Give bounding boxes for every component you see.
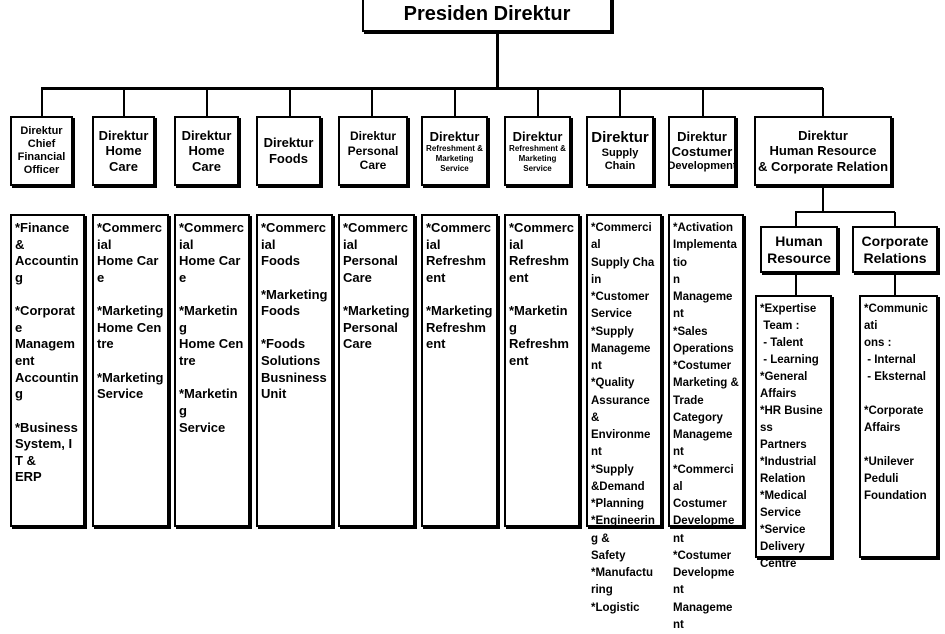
director-box-costumer-development bbox=[668, 116, 736, 186]
responsibility-list-corporate-relations: *Communicati ons : - Internal - Eksternal *Corporate Affairs *Unilever Peduli Foundation bbox=[859, 295, 938, 558]
sub-unit-title-corporate-relations: Corporate Relations bbox=[861, 232, 929, 266]
responsibility-list-home-care-1: *Commercial Home Care *Marketing Home Centre *Marketing Service bbox=[92, 214, 169, 527]
drop-line-cfo bbox=[41, 88, 43, 116]
sub-unit-box-corporate-relations bbox=[852, 226, 938, 273]
director-box-hr-corporate bbox=[754, 116, 892, 186]
director-title-cfo: Direktur Chief Financial Officer bbox=[17, 124, 66, 177]
responsibility-list-refreshment-1: *Commercial Refreshment *Marketing Refreshment bbox=[421, 214, 498, 527]
responsibility-list-refreshment-2: *Commercial Refreshment *Marketing Refreshment bbox=[504, 214, 580, 527]
drop-line-human-resource bbox=[795, 212, 797, 226]
hr-connector-down bbox=[822, 186, 824, 212]
director-box-supply-chain bbox=[586, 116, 654, 186]
drop-line-home-care-2 bbox=[206, 88, 208, 116]
director-title-refreshment-2: Direktur bbox=[512, 128, 563, 144]
responsibility-list-supply-chain: *Commercial Supply Chain *Customer Service *Supply Management *Quality Assurance & Environment *Supply &Demand *Planning *Engineering & Safety *Manufacturing *Logistic bbox=[586, 214, 662, 527]
director-subtitle-costumer-development: Development bbox=[667, 160, 737, 172]
director-box-cfo bbox=[10, 116, 73, 186]
responsibility-list-human-resource: *Expertise Team : - Talent - Learning *General Affairs *HR Business Partners *Industrial Relation *Medical Service *Service Delivery Centre bbox=[755, 295, 832, 558]
drop-line-supply-chain bbox=[619, 88, 621, 116]
director-title-costumer-development: Direktur Costumer bbox=[671, 128, 733, 160]
director-subtitle-refreshment-1: Refreshment & Marketing Service bbox=[426, 144, 483, 173]
director-title-supply-chain: Direktur bbox=[591, 128, 649, 146]
drop-line-personal-care bbox=[371, 88, 373, 116]
director-box-refreshment-1 bbox=[421, 116, 488, 186]
director-box-personal-care bbox=[338, 116, 408, 186]
responsibility-list-foods: *Commercial Foods *Marketing Foods *Foods Solutions Busniness Unit bbox=[256, 214, 333, 527]
drop-line-corporate-relations bbox=[894, 212, 896, 226]
drop-line-refreshment-1 bbox=[454, 88, 456, 116]
director-subtitle-supply-chain: Supply Chain bbox=[601, 146, 639, 172]
responsibility-list-costumer-development: *Activation Implementatio n Management *Sales Operations *Costumer Marketing & Trade Category Management *Commercial Costumer Development *Costumer Development Management bbox=[668, 214, 744, 527]
drop-line-home-care-1 bbox=[123, 88, 125, 116]
drop-line-foods bbox=[289, 88, 291, 116]
director-box-home-care-2 bbox=[174, 116, 239, 186]
director-box-home-care-1 bbox=[92, 116, 155, 186]
responsibility-list-home-care-2: *Commercial Home Care *Marketing Home Centre *Marketing Service bbox=[174, 214, 250, 527]
responsibility-list-personal-care: *Commercial Personal Care *Marketing Personal Care bbox=[338, 214, 415, 527]
presiden-direktur-title: Presiden Direktur bbox=[403, 3, 571, 25]
director-subtitle-refreshment-2: Refreshment & Marketing Service bbox=[509, 144, 566, 173]
hr-sub-horizontal-line bbox=[795, 211, 895, 213]
director-title-home-care-1: Direktur Home Care bbox=[98, 127, 149, 174]
drop-line-hr-corporate bbox=[822, 88, 824, 116]
director-box-foods bbox=[256, 116, 321, 186]
director-title-refreshment-1: Direktur bbox=[429, 128, 480, 144]
director-title-home-care-2: Direktur Home Care bbox=[181, 127, 232, 174]
director-title-hr-corporate: Direktur Human Resource & Corporate Relation bbox=[758, 127, 889, 174]
director-box-refreshment-2 bbox=[504, 116, 571, 186]
director-title-foods: Direktur Foods bbox=[263, 135, 314, 166]
main-horizontal-line bbox=[41, 87, 823, 90]
drop-line-costumer-development bbox=[702, 88, 704, 116]
top-connector-line bbox=[496, 32, 499, 88]
sub-unit-title-human-resource: Human Resource bbox=[767, 232, 831, 266]
link-line-human-resource bbox=[795, 273, 797, 295]
drop-line-refreshment-2 bbox=[537, 88, 539, 116]
link-line-corporate-relations bbox=[894, 273, 896, 295]
director-title-personal-care: Direktur Personal Care bbox=[347, 129, 399, 173]
presiden-direktur-box bbox=[362, 0, 612, 32]
sub-unit-box-human-resource bbox=[760, 226, 838, 273]
responsibility-list-cfo: *Finance & Accounting *Corporate Management Accounting *Business System, IT & ERP bbox=[10, 214, 85, 527]
